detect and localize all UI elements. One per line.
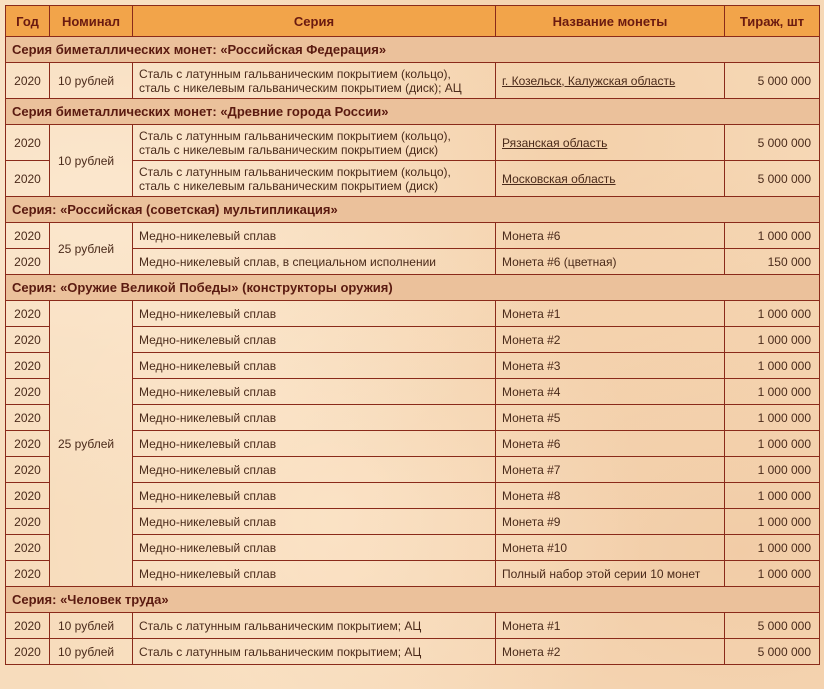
series-line: Медно-никелевый сплав: [139, 540, 277, 555]
cell-year: 2020: [6, 561, 50, 587]
cell-series: [133, 639, 496, 665]
cell-series: [133, 483, 496, 509]
coin-name-text: Монета #2: [502, 332, 561, 347]
cell-year: 2020: [6, 223, 50, 249]
cell-year: 2020: [6, 639, 50, 665]
coin-name-text: Монета #9: [502, 514, 561, 529]
coin-name-text: Монета #7: [502, 462, 561, 477]
series-line: сталь с никелевым гальваническим покрытием (диск): [139, 142, 439, 157]
table-body: [6, 37, 820, 665]
cell-quantity: 1 000 000: [725, 561, 820, 587]
coin-name-text: Монета #1: [502, 306, 561, 321]
cell-year: 2020: [6, 457, 50, 483]
series-line: Медно-никелевый сплав: [139, 228, 277, 243]
header-series: Серия: [133, 6, 496, 37]
cell-nominal: 25 рублей: [50, 223, 133, 275]
cell-nominal: 10 рублей: [50, 639, 133, 665]
header-row: [6, 6, 820, 37]
series-line: Сталь с латунным гальваническим покрытием; АЦ: [139, 618, 422, 633]
cell-coin-name: [496, 249, 725, 275]
header-year: Год: [6, 6, 50, 37]
cell-year: 2020: [6, 405, 50, 431]
coin-name-text: Монета #1: [502, 618, 561, 633]
cell-quantity: 1 000 000: [725, 327, 820, 353]
cell-series: [133, 161, 496, 197]
cell-quantity: 1 000 000: [725, 405, 820, 431]
section-title: Серия: «Человек труда»: [6, 587, 820, 613]
cell-year: 2020: [6, 379, 50, 405]
section-title: Серия: «Оружие Великой Победы» (конструкторы оружия): [6, 275, 820, 301]
cell-quantity: 1 000 000: [725, 457, 820, 483]
series-line: Медно-никелевый сплав: [139, 332, 277, 347]
series-line: Медно-никелевый сплав: [139, 514, 277, 529]
cell-series: [133, 301, 496, 327]
section-title: Серия биметаллических монет: «Российская Федерация»: [6, 37, 820, 63]
section-title: Серия биметаллических монет: «Древние города России»: [6, 99, 820, 125]
cell-year: 2020: [6, 327, 50, 353]
cell-coin-name: [496, 353, 725, 379]
cell-nominal: 10 рублей: [50, 613, 133, 639]
cell-coin-name: [496, 63, 725, 99]
cell-coin-name: [496, 327, 725, 353]
cell-year: 2020: [6, 483, 50, 509]
cell-series: [133, 431, 496, 457]
cell-quantity: 1 000 000: [725, 483, 820, 509]
coin-name-text: Монета #5: [502, 410, 561, 425]
cell-quantity: 5 000 000: [725, 63, 820, 99]
cell-year: 2020: [6, 613, 50, 639]
cell-quantity: 5 000 000: [725, 125, 820, 161]
cell-year: 2020: [6, 509, 50, 535]
coin-name-text: Монета #6: [502, 436, 561, 451]
cell-year: 2020: [6, 161, 50, 197]
cell-series: [133, 457, 496, 483]
cell-series: [133, 509, 496, 535]
cell-series: [133, 405, 496, 431]
cell-quantity: 5 000 000: [725, 639, 820, 665]
cell-quantity: 1 000 000: [725, 431, 820, 457]
cell-series: [133, 379, 496, 405]
cell-coin-name: [496, 613, 725, 639]
cell-year: 2020: [6, 301, 50, 327]
cell-year: 2020: [6, 249, 50, 275]
section-title: Серия: «Российская (советская) мультипликация»: [6, 197, 820, 223]
cell-series: [133, 561, 496, 587]
coin-name-text: Монета #6: [502, 228, 561, 243]
cell-coin-name: [496, 125, 725, 161]
cell-quantity: 5 000 000: [725, 613, 820, 639]
series-line: Медно-никелевый сплав: [139, 488, 277, 503]
cell-coin-name: [496, 405, 725, 431]
table-row: [6, 613, 820, 639]
cell-year: 2020: [6, 431, 50, 457]
coin-name-text: Монета #2: [502, 644, 561, 659]
cell-coin-name: [496, 223, 725, 249]
cell-nominal: 10 рублей: [50, 63, 133, 99]
table-row: [6, 63, 820, 99]
series-line: Медно-никелевый сплав: [139, 306, 277, 321]
cell-quantity: 1 000 000: [725, 379, 820, 405]
series-line: Сталь с латунным гальваническим покрытием (кольцо),: [139, 128, 451, 143]
cell-coin-name: [496, 483, 725, 509]
series-line: Сталь с латунным гальваническим покрытием; АЦ: [139, 644, 422, 659]
cell-coin-name: [496, 639, 725, 665]
series-line: Медно-никелевый сплав, в специальном исполнении: [139, 254, 436, 269]
cell-coin-name: [496, 535, 725, 561]
section-header-row: [6, 37, 820, 63]
cell-quantity: 150 000: [725, 249, 820, 275]
section-header-row: [6, 197, 820, 223]
coin-name-text: Монета #10: [502, 540, 568, 555]
coin-name-text: Монета #6 (цветная): [502, 254, 617, 269]
coin-name-text: Полный набор этой серии 10 монет: [502, 566, 701, 581]
cell-coin-name: [496, 457, 725, 483]
cell-series: [133, 613, 496, 639]
cell-quantity: 1 000 000: [725, 509, 820, 535]
cell-year: 2020: [6, 353, 50, 379]
section-header-row: [6, 587, 820, 613]
cell-quantity: 5 000 000: [725, 161, 820, 197]
cell-quantity: 1 000 000: [725, 353, 820, 379]
series-line: Сталь с латунным гальваническим покрытием (кольцо),: [139, 66, 451, 81]
cell-coin-name: [496, 509, 725, 535]
cell-coin-name: [496, 161, 725, 197]
series-line: Медно-никелевый сплав: [139, 410, 277, 425]
cell-series: [133, 63, 496, 99]
coin-name-link[interactable]: Рязанская область: [502, 135, 608, 150]
cell-year: 2020: [6, 125, 50, 161]
cell-series: [133, 125, 496, 161]
series-line: Медно-никелевый сплав: [139, 384, 277, 399]
cell-coin-name: [496, 301, 725, 327]
cell-series: [133, 249, 496, 275]
cell-coin-name: [496, 561, 725, 587]
cell-series: [133, 327, 496, 353]
coin-name-text: Монета #3: [502, 358, 561, 373]
series-line: Медно-никелевый сплав: [139, 358, 277, 373]
series-line: Медно-никелевый сплав: [139, 462, 277, 477]
series-line: Медно-никелевый сплав: [139, 436, 277, 451]
cell-year: 2020: [6, 535, 50, 561]
coin-name-text: Монета #8: [502, 488, 561, 503]
coin-name-link[interactable]: Московская область: [502, 171, 616, 186]
table-row: [6, 223, 820, 249]
cell-year: 2020: [6, 63, 50, 99]
section-header-row: [6, 99, 820, 125]
series-line: сталь с никелевым гальваническим покрытием (диск): [139, 178, 439, 193]
header-coin-name: Название монеты: [496, 6, 725, 37]
series-line: Медно-никелевый сплав: [139, 566, 277, 581]
coins-table: [5, 5, 820, 665]
cell-series: [133, 223, 496, 249]
table-row: [6, 639, 820, 665]
cell-series: [133, 353, 496, 379]
header-nominal: Номинал: [50, 6, 133, 37]
coin-name-text: Монета #4: [502, 384, 561, 399]
cell-coin-name: [496, 379, 725, 405]
series-line: сталь с никелевым гальваническим покрытием (диск); АЦ: [139, 80, 462, 95]
coin-name-link[interactable]: г. Козельск, Калужская область: [502, 73, 676, 88]
cell-quantity: 1 000 000: [725, 301, 820, 327]
cell-nominal: 10 рублей: [50, 125, 133, 197]
series-line: Сталь с латунным гальваническим покрытием (кольцо),: [139, 164, 451, 179]
cell-quantity: 1 000 000: [725, 535, 820, 561]
table-row: [6, 125, 820, 161]
cell-coin-name: [496, 431, 725, 457]
table-row: [6, 301, 820, 327]
cell-nominal: 25 рублей: [50, 301, 133, 587]
cell-series: [133, 535, 496, 561]
header-quantity: Тираж, шт: [725, 6, 820, 37]
section-header-row: [6, 275, 820, 301]
cell-quantity: 1 000 000: [725, 223, 820, 249]
